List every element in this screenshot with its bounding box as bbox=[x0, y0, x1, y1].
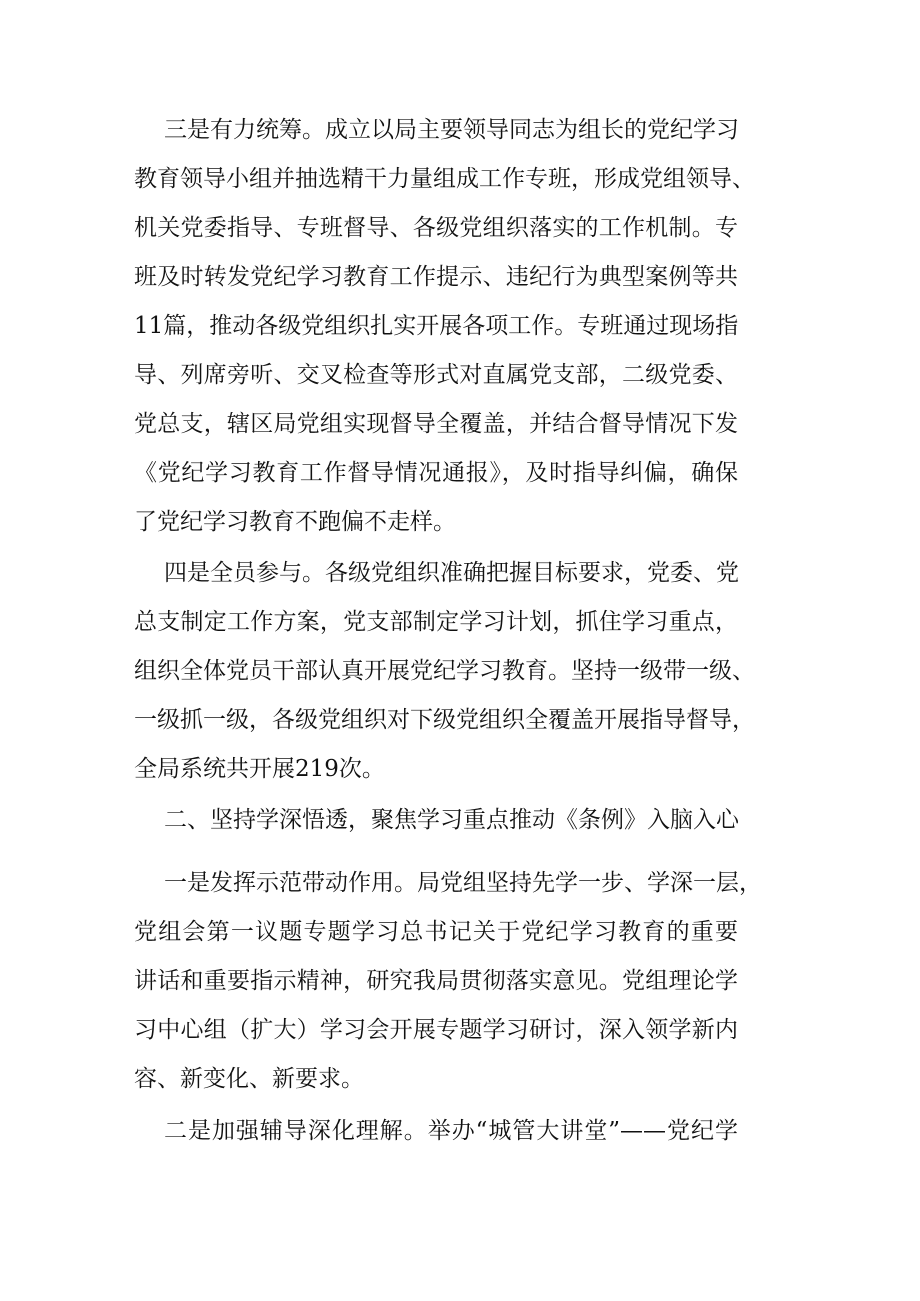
section-heading bbox=[134, 796, 738, 845]
text-line: 党组会第一议题专题学习总书记关于党纪学习教育的重要 bbox=[134, 919, 738, 945]
text-line: 了党纪学习教育不跑偏不走样。 bbox=[134, 509, 456, 535]
text-line: 讲话和重要指示精神，研究我局贯彻落实意见。党组理论学 bbox=[134, 968, 738, 994]
text-line: 班及时转发党纪学习教育工作提示、违纪行为典型案例等共 bbox=[134, 264, 738, 290]
text-line: 容、新变化、新要求。 bbox=[134, 1066, 364, 1092]
text-line: 三是有力统筹。成立以局主要领导同志为组长的党纪学习 bbox=[164, 117, 739, 143]
text-line: 组织全体党员干部认真开展党纪学习教育。坚持一级带一级、 bbox=[134, 658, 755, 684]
text-line: 党总支，辖区局党组实现督导全覆盖，并结合督导情况下发 bbox=[134, 411, 738, 437]
text-line: 总支制定工作方案，党支部制定学习计划，抓住学习重点， bbox=[134, 609, 738, 635]
text-line: 11篇，推动各级党组织扎实开展各项工作。专班通过现场指 bbox=[134, 313, 739, 339]
paragraph-yishi bbox=[134, 859, 762, 1104]
text-line: 全局系统共开展219次。 bbox=[134, 756, 385, 782]
paragraph-ershi bbox=[134, 1107, 738, 1156]
text-line: 二是加强辅导深化理解。举办“城管大讲堂”——党纪学 bbox=[164, 1118, 738, 1144]
text-line: 机关党委指导、专班督导、各级党组织落实的工作机制。专 bbox=[134, 215, 738, 241]
text-line: 导、列席旁听、交叉检查等形式对直属党支部，二级党委、 bbox=[134, 362, 738, 388]
paragraph-sishi bbox=[134, 549, 755, 794]
paragraph-sanshi bbox=[134, 106, 755, 547]
text-line: 《党纪学习教育工作督导情况通报》，及时指导纠偏，确保 bbox=[134, 460, 738, 486]
text-line: 一是发挥示范带动作用。局党组坚持先学一步、学深一层， bbox=[164, 870, 762, 896]
text-line: 一级抓一级，各级党组织对下级党组织全覆盖开展指导督导， bbox=[134, 707, 755, 733]
heading-text: 二、坚持学深悟透，聚焦学习重点推动《条例》入脑入心 bbox=[164, 807, 739, 833]
text-line: 四是全员参与。各级党组织准确把握目标要求，党委、党 bbox=[164, 560, 739, 586]
text-line: 习中心组（扩大）学习会开展专题学习研讨，深入领学新内 bbox=[134, 1017, 738, 1043]
text-line: 教育领导小组并抽选精干力量组成工作专班，形成党组领导、 bbox=[134, 166, 755, 192]
